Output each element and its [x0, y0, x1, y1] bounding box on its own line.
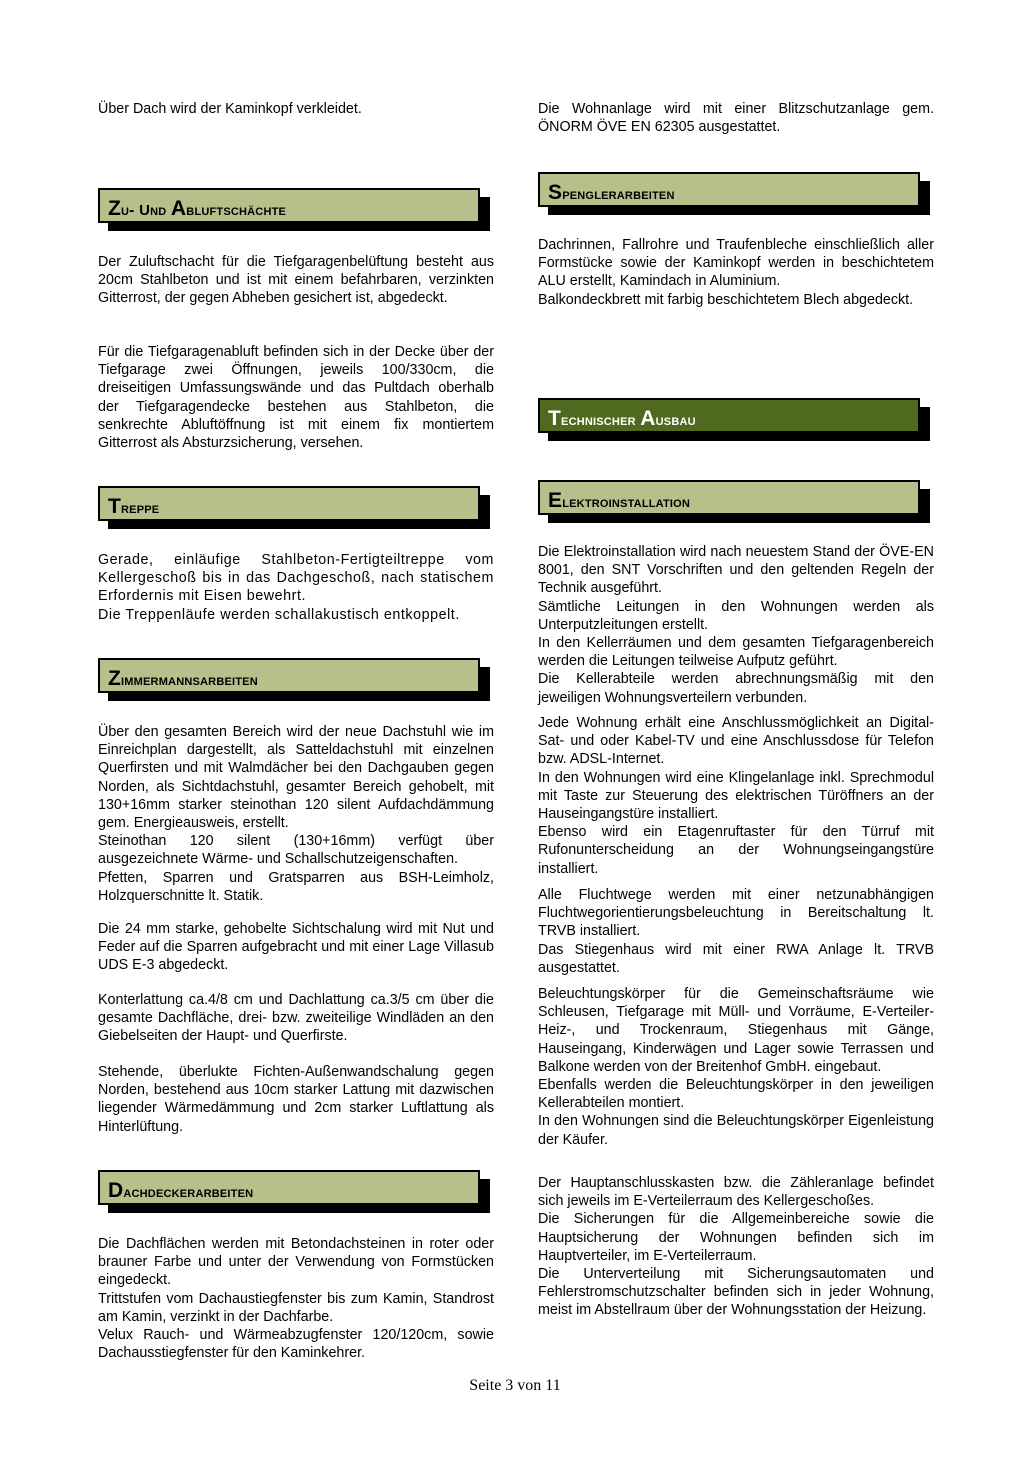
paragraph: Jede Wohnung erhält eine Anschlussmöglichkeit an Digital-Sat- und oder Kabel-TV und eine Anschlussdose für Telefon bzw. ADSL-Internet. In den Wohnungen wird eine Klingelanlage inkl. Sprechmodul mit Taste zur Steuerung des elektrischen Türöffners an der Hauseingangstüre installiert. Ebenso wird ein Etagenruftaster für den Türruf mit Rufonunterscheidung an der Wohnungseingangstüre installiert. [538, 715, 934, 877]
heading-elektroinstallation [538, 480, 920, 514]
heading-treppe [98, 486, 480, 520]
heading-text: Zu- und Abluftschächte [108, 197, 287, 220]
heading-text: Spenglerarbeiten [548, 181, 675, 204]
paragraph: Alle Fluchtwege werden mit einer netzunabhängigen Fluchtwegorientierungsbeleuchtung in Bereitschaltung lt. TRVB installiert. Das Stiegenhaus wird mit einer RWA Anlage lt. TRVB ausgestattet. [538, 887, 934, 976]
heading-text: Technischer Ausbau [548, 407, 696, 430]
left-intro: Über Dach wird der Kaminkopf verkleidet. [98, 101, 362, 117]
paragraph: Gerade, einläufige Stahlbeton-Fertigteiltreppe vom Kellergeschoß bis in das Dachgeschoß, nach statischem Erfordernis mit Eisen bewehrt. Die Treppenläufe werden schallakustisch entkoppelt. [98, 552, 494, 623]
paragraph: Der Hauptanschlusskasten bzw. die Zähleranlage befindet sich jeweils im E-Verteilerraum des Kellergeschoßes. Die Sicherungen für die Allgemeinbereiche sowie die Hauptsicherung der Wohnungen befinden sich im Hauptverteiler, im E-Verteilerraum. Die Unterverteilung mit Sicherungsautomaten und Fehlerstromschutzschalter befinden sich in jeder Wohnung, meist im Abstellraum über der Wohnungsstation der Heizung. [538, 1175, 934, 1319]
heading-text: Elektroinstallation [548, 489, 691, 512]
page-number: Seite 3 von 11 [469, 1377, 561, 1394]
heading-technischer-ausbau [538, 398, 920, 432]
heading-text: Treppe [108, 495, 160, 518]
heading-zimmermannsarbeiten [98, 658, 480, 692]
heading-dachdeckerarbeiten [98, 1170, 480, 1204]
paragraph: Über den gesamten Bereich wird der neue Dachstuhl wie im Einreichplan dargestellt, als Satteldachstuhl mit einzelnen Querfirsten und mit Walmdächer bei den Dachgauben gegen Norden, als Sichtdachstuhl, gesamter Bereich gehobelt, mit 130+16mm starker steinothan 120 silent Aufdachdämmung gem. Energieausweis, erstellt. Steinothan 120 silent (130+16mm) verfügt über ausgezeichnete Wärme- und Schallschutzeigenschaften. Pfetten, Sparren und Gratsparren aus BSH-Leimholz, Holzquerschnitte lt. Statik. [98, 724, 494, 904]
paragraph: Dachrinnen, Fallrohre und Traufenbleche einschließlich aller Formstücke sowie der Kaminkopf werden in beschichtetem ALU erstellt, Kamindach in Aluminium. Balkondeckbrett mit farbig beschichtetem Blech abgedeckt. [538, 237, 934, 308]
paragraph: Beleuchtungskörper für die Gemeinschaftsräume wie Schleusen, Tiefgarage mit Müll- und Vorräume, E-Verteiler- Heiz-, und Trockenraum, Stiegenhaus mit Gänge, Hauseingang, Kinderwägen und Lager sowie Terrassen und Balkone werden von der Breitenhof GmbH. eingebaut. Ebenfalls werden die Beleuchtungskörper in den jeweiligen Kellerabteilen montiert. In den Wohnungen sind die Beleuchtungskörper Eigenleistung der Käufer. [538, 986, 934, 1148]
heading-text: Dachdeckerarbeiten [108, 1179, 254, 1202]
heading-text: Zimmermannsarbeiten [108, 667, 258, 690]
paragraph: Konterlattung ca.4/8 cm und Dachlattung ca.3/5 cm über die gesamte Dachfläche, drei- bzw. zweiteilige Windläden an den Giebelseiten der Haupt- und Querfirste. [98, 992, 494, 1045]
paragraph: Die 24 mm starke, gehobelte Sichtschalung wird mit Nut und Feder auf die Sparren aufgebracht und mit einer Lage Villasub UDS E-3 abgedeckt. [98, 921, 494, 974]
heading-zu-und-abluftschaechte [98, 188, 480, 222]
paragraph: Stehende, überlukte Fichten-Außenwandschalung gegen Norden, bestehend aus 10cm starker Lattung mit dazwischen liegender Wärmedämmung und 2cm starker Luftlattung als Hinterlüftung. [98, 1064, 494, 1135]
paragraph: Der Zuluftschacht für die Tiefgaragenbelüftung besteht aus 20cm Stahlbeton und ist mit einem befahrbaren, verzinkten Gitterrost, der gegen Abheben gesichert ist, abgedeckt. [98, 254, 494, 307]
paragraph: Die Elektroinstallation wird nach neuestem Stand der ÖVE-EN 8001, den SNT Vorschriften und den geltenden Regeln der Technik ausgeführt. Sämtliche Leitungen in den Wohnungen werden als Unterputzleitungen erstellt. In den Kellerräumen und dem gesamten Tiefgaragenbereich werden die Leitungen teilweise Aufputz geführt. Die Kellerabteile werden abrechnungsmäßig mit den jeweiligen Wohnungsverteilern verbunden. [538, 544, 934, 706]
right-intro: Die Wohnanlage wird mit einer Blitzschutzanlage gem. ÖNORM ÖVE EN 62305 ausgestattet. [538, 101, 934, 136]
heading-spenglerarbeiten [538, 172, 920, 206]
paragraph: Für die Tiefgaragenabluft befinden sich in der Decke über der Tiefgarage zwei Öffnungen, jeweils 100/330cm, die dreiseitigen Umfassungswände und das Pultdach oberhalb der Tiefgaragendecke bestehen aus Stahlbeton, die senkrechte Abluftöffnung ist mit einem fix montiertem Gitterrost als Absturzsicherung, versehen. [98, 344, 494, 452]
paragraph: Die Dachflächen werden mit Betondachsteinen in roter oder brauner Farbe und unter der Verwendung von Formstücken eingedeckt. Trittstufen vom Dachaustiegfenster bis zum Kamin, Standrost am Kamin, verzinkt in der Dachfarbe. Velux Rauch- und Wärmeabzugfenster 120/120cm, sowie Dachausstiegfenster für den Kaminkehrer. [98, 1236, 494, 1362]
